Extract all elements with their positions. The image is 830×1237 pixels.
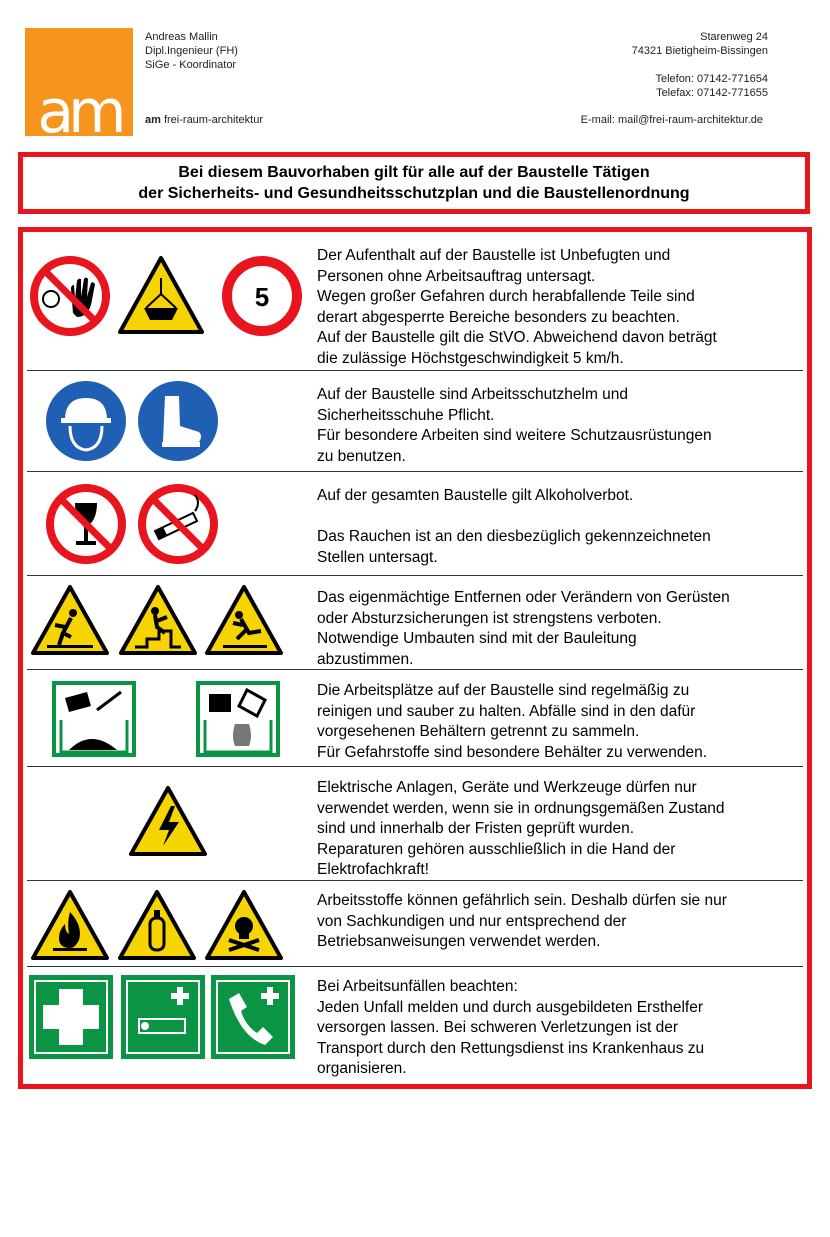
- rule-text: [317, 977, 807, 1080]
- brand-name: [145, 114, 263, 126]
- safety-boots-required-icon: [137, 380, 219, 462]
- rule-icons: [27, 670, 315, 767]
- rule-row-access: [27, 232, 803, 370]
- contact-address: [632, 30, 768, 100]
- rule-line: Sicherheitsschuhe Pflicht.: [317, 406, 495, 424]
- rule-icons: [27, 472, 315, 576]
- address-city: 74321 Bietigheim-Bissingen: [631, 45, 768, 57]
- rule-icons: [27, 232, 315, 370]
- rule-line: zu benutzen.: [317, 447, 406, 465]
- rule-line: Elektrofachkraft!: [317, 861, 429, 879]
- rule-row-hazardous-substances: [27, 880, 803, 967]
- rule-icons: [27, 576, 315, 670]
- speed-limit-value: 5: [254, 282, 270, 312]
- rule-text: [317, 681, 807, 763]
- rule-line: Der Aufenthalt auf der Baustelle ist Unbefugten und: [317, 247, 671, 264]
- rule-line: abzustimmen.: [317, 650, 414, 668]
- electrical-hazard-warning-icon: [127, 784, 209, 858]
- fax-number: Telefax: 07142-771655: [656, 87, 768, 99]
- rule-line: Reparaturen gehören ausschließlich in die Hand der: [317, 840, 676, 858]
- rule-text: [317, 778, 807, 881]
- stretcher-icon: [121, 975, 205, 1059]
- brand-bold: am: [145, 114, 161, 126]
- flammable-warning-icon: [29, 888, 111, 962]
- rule-line: Stellen untersagt.: [317, 548, 438, 566]
- rule-row-scaffolding: [27, 575, 803, 670]
- rule-line: oder Absturzsicherungen ist strengstens verboten.: [317, 609, 662, 627]
- rule-line: vorgesehenen Behältern getrennt zu sammeln.: [317, 723, 640, 741]
- rule-line: Transport durch den Rettungsdienst ins Krankenhaus zu: [317, 1039, 705, 1057]
- rule-line: Wegen großer Gefahren durch herabfallende Teile sind: [317, 288, 695, 306]
- rule-line: verwendet werden, wenn sie in ordnungsgemäßen Zustand: [317, 799, 725, 817]
- hazardous-waste-disposal-icon: [195, 680, 281, 758]
- person-degree: Dipl.Ingenieur (FH): [145, 45, 238, 57]
- stairs-fall-warning-icon: [117, 583, 199, 657]
- rule-line: Elektrische Anlagen, Geräte und Werkzeuge dürfen nur: [317, 779, 697, 796]
- rule-line: organisieren.: [317, 1060, 407, 1078]
- rule-icons: [27, 371, 315, 472]
- rule-text: [317, 891, 807, 953]
- rule-row-electrical: [27, 766, 803, 881]
- banner-line-1: Bei diesem Bauvorhaben gilt für alle auf der Baustelle Tätigen: [178, 164, 650, 181]
- rules-table: [18, 227, 812, 1089]
- rule-icons: [27, 881, 315, 967]
- first-aid-icon: [29, 975, 113, 1059]
- rule-line: [317, 507, 807, 528]
- rule-line: sind und innerhalb der Fristen geprüft wurden.: [317, 820, 635, 838]
- no-unauthorized-access-icon: [29, 255, 111, 337]
- rule-line: reinigen und sauber zu halten. Abfälle sind in den dafür: [317, 702, 696, 720]
- rule-line: Bei Arbeitsunfällen beachten:: [317, 978, 518, 995]
- rule-icons: [27, 767, 315, 881]
- logo-mark: am: [37, 77, 121, 136]
- rule-text: [317, 246, 807, 370]
- rule-line: Für besondere Arbeiten sind weitere Schutzausrüstungen: [317, 427, 712, 445]
- rule-line: Für Gefahrstoffe sind besondere Behälter zu verwenden.: [317, 743, 708, 761]
- address-street: Starenweg 24: [700, 31, 768, 43]
- phone-number: Telefon: 07142-771654: [655, 73, 768, 85]
- rule-line: die zulässige Höchstgeschwindigkeit 5 km/h.: [317, 349, 624, 367]
- notice-banner: [18, 152, 810, 214]
- rule-text: [317, 486, 807, 568]
- waste-disposal-icon: [51, 680, 137, 758]
- fall-hazard-warning-icon: [29, 583, 111, 657]
- rule-line: derart abgesperrte Bereiche besonders zu beachten.: [317, 308, 680, 326]
- rule-line: Die Arbeitsplätze auf der Baustelle sind regelmäßig zu: [317, 682, 690, 699]
- person-name: Andreas Mallin: [145, 31, 218, 43]
- rule-line: Betriebsanweisungen verwendet werden.: [317, 933, 601, 951]
- suspended-load-warning-icon: [116, 254, 206, 336]
- slip-hazard-warning-icon: [203, 583, 285, 657]
- rule-text: [317, 385, 807, 467]
- banner-line-2: der Sicherheits- und Gesundheitsschutzplan und die Baustellenordnung: [138, 185, 690, 202]
- toxic-warning-icon: [203, 888, 285, 962]
- rule-line: Das Rauchen ist an den diesbezüglich gekennzeichneten: [317, 528, 711, 546]
- person-role: SiGe - Koordinator: [145, 59, 237, 71]
- rule-line: Personen ohne Arbeitsauftrag untersagt.: [317, 267, 596, 285]
- contact-person: [145, 30, 238, 72]
- brand-rest: frei-raum-architektur: [160, 114, 263, 126]
- rule-line: Auf der Baustelle sind Arbeitsschutzhelm und: [317, 386, 629, 403]
- rule-row-alcohol-smoking: [27, 471, 803, 576]
- no-alcohol-icon: [45, 483, 127, 565]
- hard-hat-required-icon: [45, 380, 127, 462]
- rule-text: [317, 588, 807, 670]
- no-smoking-icon: [137, 483, 219, 565]
- emergency-phone-icon: [211, 975, 295, 1059]
- rule-row-ppe: [27, 370, 803, 472]
- rule-line: Auf der Baustelle gilt die StVO. Abweichend davon beträgt: [317, 329, 717, 347]
- email-address: E-mail: mail@frei-raum-architektur.de: [580, 114, 763, 126]
- rule-row-waste: [27, 669, 803, 767]
- rule-icons: [27, 967, 315, 1075]
- rule-line: Das eigenmächtige Entfernen oder Verändern von Gerüsten: [317, 589, 730, 606]
- rule-row-first-aid: [27, 966, 803, 1078]
- gas-cylinder-warning-icon: [116, 888, 198, 962]
- rule-line: versorgen lassen. Bei schweren Verletzungen ist der: [317, 1019, 679, 1037]
- speed-limit-icon: [221, 255, 303, 337]
- rule-line: Arbeitsstoffe können gefährlich sein. Deshalb dürfen sie nur: [317, 892, 727, 909]
- rule-line: Notwendige Umbauten sind mit der Bauleitung: [317, 630, 637, 648]
- company-logo: [25, 28, 133, 136]
- rule-line: Jeden Unfall melden und durch ausgebildeten Ersthelfer: [317, 998, 704, 1016]
- rule-line: Auf der gesamten Baustelle gilt Alkoholverbot.: [317, 487, 634, 504]
- rule-line: von Sachkundigen und nur entsprechend der: [317, 912, 627, 930]
